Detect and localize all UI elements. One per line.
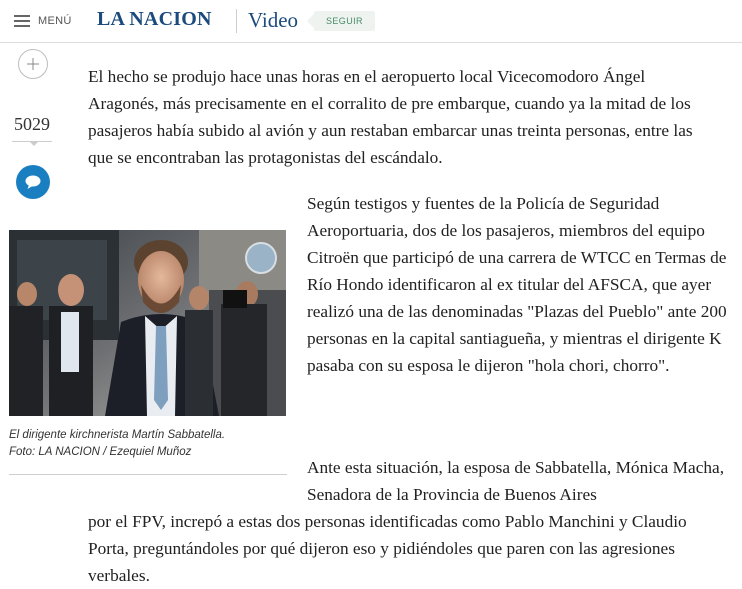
photo-image (9, 230, 286, 416)
comment-button[interactable] (16, 165, 50, 199)
caption-divider (9, 474, 287, 475)
photo-credit: Foto: LA NACION / Ezequiel Muñoz (9, 446, 192, 458)
photo-caption (9, 427, 289, 461)
top-navigation-bar (0, 0, 742, 43)
article-paragraph-3-start: Ante esta situación, la esposa de Sabbatella, Mónica Macha, Senadora de la Provincia de Buenos Aires (307, 458, 725, 504)
share-count-caret (29, 141, 39, 146)
section-title[interactable]: Video (248, 8, 299, 32)
follow-button[interactable]: SEGUIR (314, 11, 375, 31)
comment-bubble-icon (24, 174, 42, 190)
hamburger-icon[interactable] (14, 15, 30, 27)
article-photo[interactable] (9, 230, 286, 416)
menu-button[interactable] (14, 12, 72, 30)
article-paragraph-2: Según testigos y fuentes de la Policía de Seguridad Aeroportuaria, dos de los pasajeros, miembros del equipo Citroën que participó de una carrera de WTCC en Termas de Río Hondo identificaron al ex titular del AFSCA, que ayer realizó una de las denominadas "Plazas del Pueblo" ante 200 personas en la capital santiagueña, y mientras el dirigente K pasaba con su esposa le dijeron "hola chori, chorro". (307, 194, 727, 375)
plus-icon[interactable] (18, 49, 48, 79)
menu-label[interactable]: MENÚ (38, 15, 72, 27)
site-logo[interactable]: LA NACION (97, 8, 212, 30)
article-paragraph-3-end: por el FPV, increpó a estas dos personas identificadas como Pablo Manchini y Claudio Porta, preguntándoles por qué dijeron eso y pidiéndoles que paren con las agresiones verbales. (88, 512, 687, 585)
photo-caption-text: El dirigente kirchnerista Martín Sabbatella. (9, 429, 226, 441)
share-count: 5029 (14, 114, 50, 134)
article-paragraph-1: El hecho se produjo hace unas horas en el aeropuerto local Vicecomodoro Ángel Aragonés, más precisamente en el corralito de pre embarque, cuando ya la mitad de los pasajeros había subido al avión y aun restaban embarcar unas treinta personas, entre las que se encontraban las protagonistas del escándalo. (88, 67, 693, 167)
header-divider (236, 9, 237, 33)
